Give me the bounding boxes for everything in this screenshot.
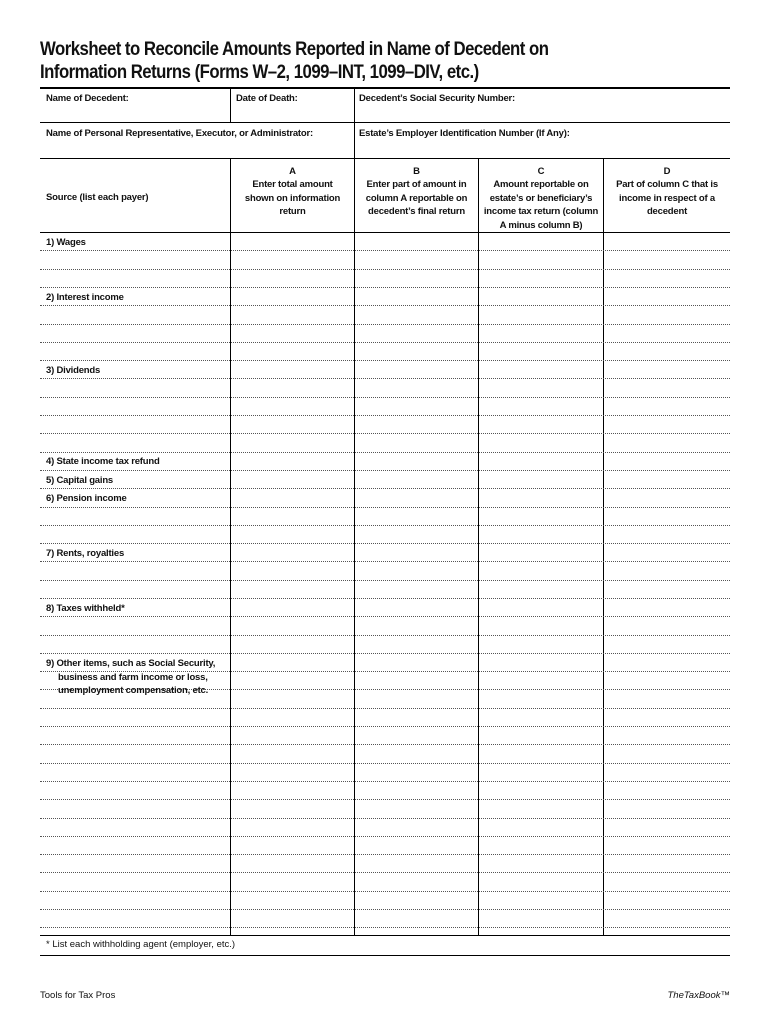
table-rule xyxy=(40,854,730,855)
table-rule xyxy=(40,580,730,581)
table-rule xyxy=(40,488,730,489)
table-rule xyxy=(40,891,730,892)
table-divider xyxy=(354,87,355,158)
table-rule xyxy=(40,726,730,727)
column-a-description: Enter total amount shown on information return xyxy=(244,179,341,218)
table-rule xyxy=(40,598,730,599)
column-b-letter: B xyxy=(413,166,420,177)
estate-ein-label: Estate’s Employer Identification Number (If Any): xyxy=(359,128,570,139)
column-c-description: Amount reportable on estate’s or beneficiary’s income tax return (column A minus column B) xyxy=(483,179,599,231)
table-rule xyxy=(40,543,730,544)
row-label-capital-gains: 5) Capital gains xyxy=(46,475,114,486)
row-label-state-refund: 4) State income tax refund xyxy=(46,456,160,467)
row-label-pension: 6) Pension income xyxy=(46,493,127,504)
other-items-line-1: 9) Other items, such as Social Security, xyxy=(46,658,216,669)
footer-left: Tools for Tax Pros xyxy=(40,990,116,1001)
column-d-header xyxy=(604,165,730,219)
decedent-ssn-label: Decedent’s Social Security Number: xyxy=(359,93,515,104)
table-rule xyxy=(40,360,730,361)
row-label-dividends: 3) Dividends xyxy=(46,365,101,376)
table-rule xyxy=(40,781,730,782)
table-rule xyxy=(40,616,730,617)
representative-label: Name of Personal Representative, Executor, or Administrator: xyxy=(46,128,313,139)
table-rule xyxy=(40,525,730,526)
other-items-line-3: unemployment compensation, etc. xyxy=(58,685,209,696)
table-divider xyxy=(230,87,231,122)
column-b-description: Enter part of amount in column A reportable on decedent’s final return xyxy=(365,179,468,218)
table-rule xyxy=(40,287,730,288)
table-rule xyxy=(40,452,730,453)
table-rule xyxy=(40,708,730,709)
source-column-header: Source (list each payer) xyxy=(46,192,149,203)
row-label-other-items xyxy=(46,657,215,698)
table-rule xyxy=(40,935,730,936)
footnote: * List each withholding agent (employer, etc.) xyxy=(46,939,236,950)
table-rule xyxy=(40,158,730,159)
table-rule xyxy=(40,507,730,508)
decedent-name-label: Name of Decedent: xyxy=(46,93,129,104)
table-rule xyxy=(40,763,730,764)
table-rule xyxy=(40,232,730,233)
page-title xyxy=(40,38,642,84)
header-top-rule xyxy=(40,87,730,89)
column-d-letter: D xyxy=(663,166,671,177)
row-label-interest: 2) Interest income xyxy=(46,292,124,303)
column-c-header xyxy=(479,165,603,232)
row-label-wages: 1) Wages xyxy=(46,237,86,248)
table-rule xyxy=(40,836,730,837)
other-items-line-2: business and farm income or loss, xyxy=(58,671,208,683)
column-c-letter: C xyxy=(537,166,545,177)
table-rule xyxy=(40,909,730,910)
table-rule xyxy=(40,324,730,325)
table-rule xyxy=(40,653,730,654)
table-rule xyxy=(40,397,730,398)
table-rule xyxy=(40,415,730,416)
table-rule xyxy=(40,122,730,123)
column-b-header xyxy=(355,165,478,219)
table-rule xyxy=(40,561,730,562)
title-line-2: Information Returns (Forms W–2, 1099–INT, 1099–DIV, etc.) xyxy=(40,61,479,83)
row-label-taxes-withheld: 8) Taxes withheld* xyxy=(46,603,125,614)
table-rule xyxy=(40,818,730,819)
table-rule xyxy=(40,635,730,636)
table-rule xyxy=(40,269,730,270)
date-of-death-label: Date of Death: xyxy=(236,93,298,104)
column-a-header xyxy=(231,165,354,219)
table-rule xyxy=(40,378,730,379)
table-rule xyxy=(40,799,730,800)
column-d-description: Part of column C that is income in respect of a decedent xyxy=(616,179,718,218)
footer-right: TheTaxBook™ xyxy=(667,990,730,1001)
table-rule xyxy=(40,433,730,434)
table-rule xyxy=(40,872,730,873)
row-label-rents: 7) Rents, royalties xyxy=(46,548,125,559)
title-line-1: Worksheet to Reconcile Amounts Reported in Name of Decedent on xyxy=(40,38,549,60)
table-rule xyxy=(40,744,730,745)
table-rule xyxy=(40,927,730,928)
table-rule xyxy=(40,305,730,306)
table-rule xyxy=(40,342,730,343)
table-rule xyxy=(40,470,730,471)
table-rule xyxy=(40,250,730,251)
column-a-letter: A xyxy=(289,166,296,177)
table-rule xyxy=(40,955,730,956)
